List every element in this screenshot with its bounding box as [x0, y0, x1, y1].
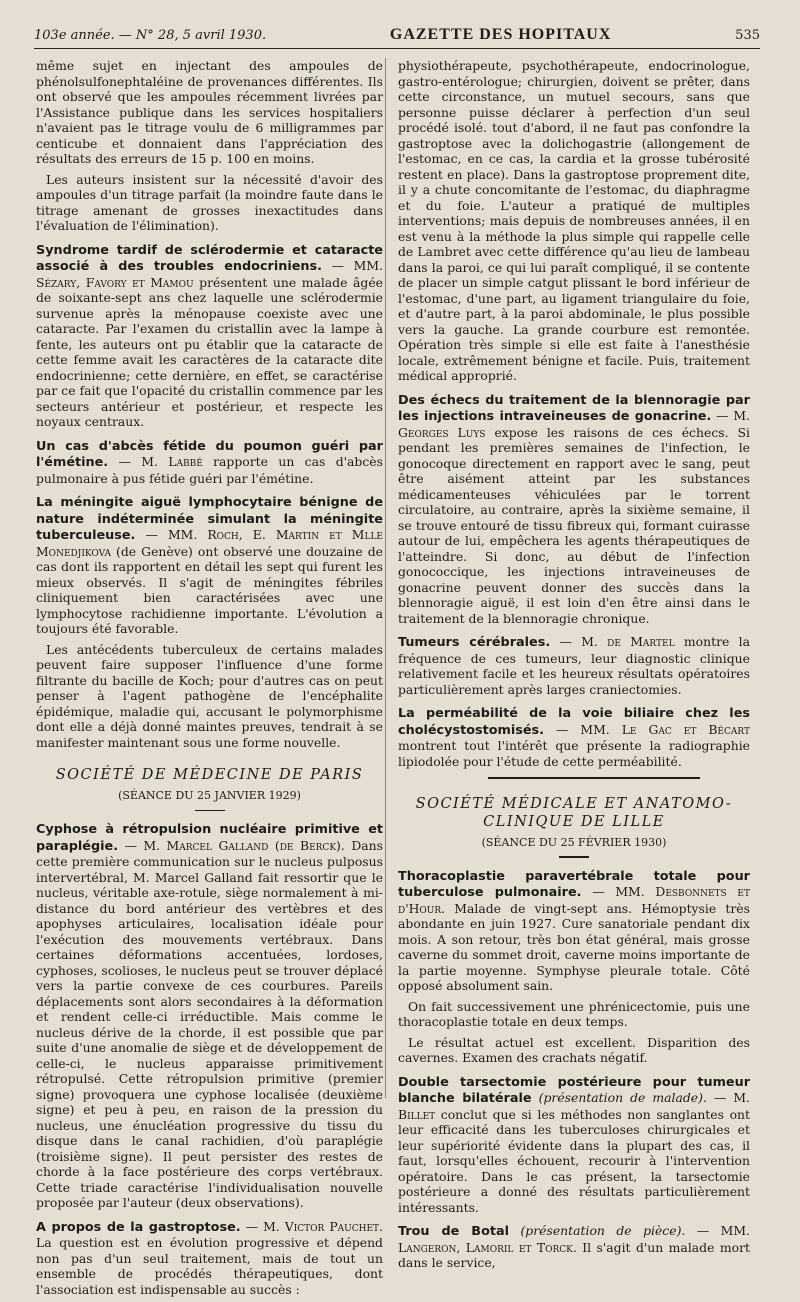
- article-authors: — M. Marcel Galland (de Berck).: [124, 837, 345, 853]
- article-presentation: (présentation de malade).: [538, 1090, 707, 1105]
- article: [398, 868, 750, 994]
- paragraph: Le résultat actuel est excellent. Disparition des cavernes. Examen des crachats négatif.: [398, 1034, 750, 1065]
- article-title: Des échecs du traitement de la blennoragie par les injections intraveineuses de gonacrine.: [398, 392, 750, 424]
- article: [398, 634, 750, 697]
- article-authors: — MM. Roch, E. Martin et Mlle Monedjikova: [36, 527, 383, 559]
- article-authors: — MM. Desbonnets et d'Hour.: [398, 884, 750, 916]
- article-authors: — M. Billet: [398, 1090, 750, 1122]
- article-title: Trou de Botal: [398, 1224, 509, 1239]
- paragraph: Les auteurs insistent sur la nécessité d'avoir des ampoules d'un titrage parfait (la moindre faute dans le titrage amenant de grosses inexactitudes dans l'évaluation de l'élimination).: [36, 171, 383, 233]
- publication-title: GAZETTE DES HOPITAUX: [389, 26, 612, 43]
- article-text: expose les raisons de ces échecs. Si pendant les premières semaines de l'infection, le gonocoque directement en rapport avec le sang, peut être aisément atteint par les substances médicamenteuses véhiculées par le torrent circulatoire, au contraire, après la sixième semaine, il se trouve entouré de tissu fibreux qui, formant cuirasse autour de lui, empêchera les agents thérapeutiques de l'atteindre. Si donc, au début de l'infection gonococcique, les injections intraveineuses de gonacrine peuvent donner des succès dans la blennoragie aiguë, il est loin d'en être ainsi dans le traitement de la blennoragie chronique.: [398, 424, 750, 626]
- article: [36, 438, 383, 487]
- society-heading: SOCIÉTÉ DE MÉDECINE DE PARIS: [55, 767, 364, 783]
- page-header: [34, 22, 760, 49]
- article-title: La perméabilité de la voie biliaire chez les cholécystostomisés.: [398, 706, 750, 738]
- section-rule: [488, 777, 700, 779]
- paragraph: On fait successivement une phrénicectomie, puis une thoracoplastie totale en deux temps.: [398, 998, 750, 1029]
- article-text: présentent une malade âgée de soixante-sept ans chez laquelle une sclérodermie survenue après la ménopause coexiste avec une cataracte. Par l'examen du cristallin avec la lampe à fente, les auteurs ont pu établir que la cataracte de cette femme avait les caractères de la cataracte dite endocrinienne; cette dernière, en effet, se caractérise par ce fait que l'opacité du cristallin commence par les secteurs antérieur et postérieur, et respecte les noyaux centraux.: [36, 274, 383, 429]
- article-text: montre la fréquence de ces tumeurs, leur diagnostic clinique relativement facile et les heureux résultats opératoires particulièrement après larges craniectomies.: [398, 634, 750, 697]
- article: [36, 494, 383, 637]
- article-title: Thoracoplastie paravertébrale totale pour tuberculose pulmonaire.: [398, 868, 750, 900]
- session-date: (SÉANCE DU 25 JANVIER 1929): [118, 789, 301, 802]
- column-divider: [385, 58, 386, 1098]
- article-text: Dans cette première communication sur le nucleus pulposus intervertébral, M. Marcel Galland fait ressortir que le nucleus, véritable axe-rotule, siège normalement à mi-distance du bord antérieur des vertèbres et des apophyses articulaires, localisation idéale pour l'exécution des mouvements vertébraux. Dans certaines déformations accentuées, lordoses, cyphoses, scolioses, le nucleus peut se trouver déplacé vers la partie convexe de ces courbures. Pareils déplacements sont alors secondaires à la déformation et rendent celle-ci irréductible. Mais comme le nucleus dérive de la chorde, il est possible que par suite d'une anomalie de siège et de développement de celle-ci, le nucleus apparaisse primitivement rétropulsé. Cette rétropulsion primitive (premier signe) provoquera une cyphose localisée (deuxième signe) et peu à peu, en raison de la pression du nucleus, une énucléation progressive du tissu du disque dans le canal rachidien, d'où paraplégie (troisième signe). Il peut persister des restes de chorde à la face postérieure des corps vertébraux. Cette triade caractérise l'individualisation nouvelle proposée par l'auteur (deux observations).: [36, 837, 383, 1210]
- article-authors: — MM. Le Gac et Bécart: [556, 721, 750, 737]
- society-heading: SOCIÉTÉ MÉDICALE ET ANATOMO-CLINIQUE DE LILLE: [415, 795, 733, 830]
- left-column: [36, 58, 383, 1302]
- right-column: [398, 58, 750, 1276]
- session-date: (SÉANCE DU 25 FÉVRIER 1930): [481, 835, 667, 849]
- article-text: rapporte un cas d'abcès pulmonaire à pus fétide guéri par l'émétine.: [36, 454, 383, 486]
- article-presentation: (présentation de pièce).: [520, 1223, 686, 1238]
- article-text: montrent tout l'intérêt que présente la radiographie lipiodolée pour l'étude de cette perméabilité.: [398, 738, 750, 769]
- article-title: Syndrome tardif de sclérodermie et cataracte associé à des troubles endocriniens.: [36, 242, 383, 274]
- short-rule: [195, 810, 225, 812]
- short-rule: [559, 856, 589, 858]
- article-title: Tumeurs cérébrales.: [398, 635, 551, 650]
- article-title: Double tarsectomie postérieure pour tumeur blanche bilatérale: [398, 1074, 750, 1106]
- article-authors: — M. Labbé: [118, 454, 203, 469]
- article: [36, 821, 383, 1211]
- article-authors: — M. Victor Pauchet.: [245, 1218, 383, 1234]
- article-title: La méningite aiguë lymphocytaire bénigne de nature indéterminée simulant la méningite tuberculeuse.: [36, 495, 383, 543]
- article-title: Cyphose à rétropulsion nucléaire primitive et paraplégie.: [36, 822, 383, 854]
- paragraph: même sujet en injectant des ampoules de phénolsulfonephtaléine de provenances différentes. Ils ont observé que les ampoules récemment livrées par l'Assistance publique dans les services hospitaliers n'avaient pas le titrage voulu de 6 milligrammes par centicube et donnaient dans l'appréciation des résultats des erreurs de 15 p. 100 en moins.: [36, 58, 383, 166]
- article-title: Un cas d'abcès fétide du poumon guéri par l'émétine.: [36, 438, 383, 470]
- page-number: 535: [735, 27, 760, 43]
- issue-info: 103e année. — N° 28, 5 avril 1930.: [34, 27, 267, 43]
- article-authors: — M. de Martel: [559, 634, 675, 649]
- article: [36, 242, 383, 430]
- article-text: Malade de vingt-sept ans. Hémoptysie très abondante en juin 1927. Cure sanatoriale pendant dix mois. A son retour, très bon état général, mais grosse caverne du sommet droit, caverne moins importante de la partie moyenne. Symphyse pleurale totale. Côté opposé absolument sain.: [398, 900, 750, 993]
- article: [398, 705, 750, 769]
- article-authors: — MM. Langeron, Lamoril et Torck.: [398, 1223, 750, 1255]
- article: [36, 1219, 383, 1298]
- article-text: Il s'agit d'un malade mort dans le service,: [398, 1239, 750, 1270]
- article: [398, 1074, 750, 1216]
- paragraph: physiothérapeute, psychothérapeute, endocrinologue, gastro-entérologue; chirurgien, doivent se prêter, dans cette circonstance, un mutuel secours, sans que personne puisse déclarer à perfection d'un seul procédé isolé. tout d'abord, il ne faut pas confondre la gastroptose avec la dolichogastrie (allongement de l'estomac, en ce cas, la cardia et la grosse tubérosité restent en place). Dans la gastroptose proprement dite, il y a chute concomitante de l'estomac, du diaphragme et du foie. L'auteur a pratiqué de multiples interventions; mais depuis de nombreuses années, il en est venu à la méthode la plus simple qui rappelle celle de Lambret avec cette différence qu'au lieu de lambeau dans la paroi, ce qui lui paraît compliqué, il se contente de placer un simple catgut plissant le bord inférieur de l'estomac, d'une part, au ligament triangulaire du foie, et d'autre part, à la paroi abdominale, le plus possible vers la gauche. La grande courbure est remontée. Opération très simple si elle est faite à l'anesthésie locale, extrêmement bénigne et facile. Puis, traitement médical approprié.: [398, 58, 750, 383]
- article-text: conclut que si les méthodes non sanglantes ont leur efficacité dans les tuberculoses chirurgicales et leur supériorité évidente dans la plupart des cas, il faut, lorsqu'elles échouent, recourir à l'intervention opératoire. Dans le cas présent, la tarsectomie postérieure a donné des résultats particulièrement intéressants.: [398, 1106, 750, 1215]
- article: [398, 1223, 750, 1271]
- article-authors: — M. Georges Luys: [398, 408, 750, 440]
- article-title: A propos de la gastroptose.: [36, 1219, 241, 1235]
- article: [398, 392, 750, 627]
- article-authors: — MM. Sézary, Favory et Mamou: [36, 258, 383, 290]
- article-text: (de Genève) ont observé une douzaine de cas dont ils rapportent en détail les sept qui furent les mieux observés. Il s'agit de méningites fébriles cliniquement bien caractérisées avec une lymphocytose rachidienne importante. L'évolution a toujours été favorable.: [36, 543, 383, 636]
- paragraph: Les antécédents tuberculeux de certains malades peuvent faire supposer l'influence d'une forme filtrante du bacille de Koch; pour d'autres cas on peut penser à l'agent pathogène de l'encéphalite épidémique, maladie qui, accusant le polymorphisme dont elle a déjà donné maintes preuves, tendrait à se manifester maintenant sous une forme nouvelle.: [36, 641, 383, 750]
- article-text: La question est en évolution progressive et dépend non pas d'un seul traitement, mais de tout un ensemble de procédés thérapeutiques, dont l'association est indispensable au succès :: [36, 1235, 383, 1297]
